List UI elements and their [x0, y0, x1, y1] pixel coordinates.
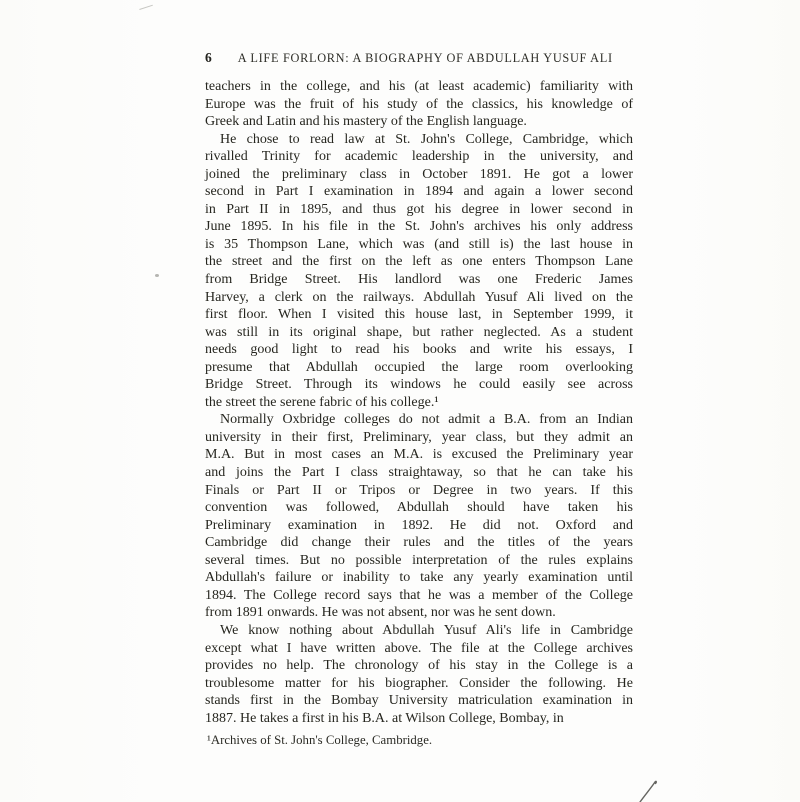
text-line: from Bridge Street. His landlord was one Frederic James	[205, 272, 633, 288]
text-line: was still in its original shape, but rather neglected. As a student	[205, 324, 633, 340]
text-line: university in their first, Preliminary, year class, but they admit an	[205, 429, 633, 445]
text-line: provides no help. The chronology of his stay in the College is a	[205, 658, 633, 674]
text-line: Cambridge did change their rules and the titles of the years	[205, 535, 633, 551]
text-line: troublesome matter for his biographer. Consider the following. He	[205, 675, 633, 691]
text-line: is 35 Thompson Lane, which was (and still is) the last house in	[205, 236, 633, 252]
footnote: ¹Archives of St. John's College, Cambridge.	[207, 733, 433, 747]
scan-artifact-top-smudge	[137, 0, 153, 10]
text-line: Preliminary examination in 1892. He did not. Oxford and	[205, 517, 633, 533]
text-line: joined the preliminary class in October 1891. He got a lower	[205, 166, 633, 182]
running-head: A LIFE FORLORN: A BIOGRAPHY OF ABDULLAH YUSUF ALI	[237, 51, 613, 65]
text-line: except what I have written above. The file at the College archives	[205, 640, 633, 656]
text-line: in Part II in 1895, and thus got his degree in lower second in	[205, 201, 633, 217]
text-line: 1887. He takes a first in his B.A. at Wilson College, Bombay, in	[205, 710, 564, 726]
text-line: Bridge Street. Through its windows he could easily see across	[205, 377, 633, 393]
text-line: several times. But no possible interpretation of the rules explains	[205, 552, 633, 568]
text-line: presume that Abdullah occupied the large room overlooking	[205, 359, 633, 375]
page-body-text	[205, 78, 633, 727]
text-line: 1894. The College record says that he was a member of the College	[205, 587, 633, 603]
page-number: 6	[205, 50, 212, 65]
text-line: Greek and Latin and his mastery of the English language.	[205, 114, 527, 130]
text-line: June 1895. In his file in the St. John's archives his only address	[205, 219, 633, 235]
text-line: second in Part I examination in 1894 and again a lower second	[205, 184, 633, 200]
page-header	[205, 50, 633, 66]
scan-artifact-dot	[155, 274, 159, 277]
text-line: the street and the first on the left as one enters Thompson Lane	[205, 254, 633, 270]
text-line: from 1891 onwards. He was not absent, nor was he sent down.	[205, 605, 556, 621]
text-line: We know nothing about Abdullah Yusuf Ali's life in Cambridge	[220, 622, 633, 638]
text-line: He chose to read law at St. John's College, Cambridge, which	[220, 131, 633, 147]
text-line: stands first in the Bombay University matriculation examination in	[205, 693, 633, 709]
scan-artifact-pen-stroke	[638, 778, 662, 802]
text-line: the street the serene fabric of his college.¹	[205, 394, 439, 410]
text-line: Harvey, a clerk on the railways. Abdullah Yusuf Ali lived on the	[205, 289, 633, 305]
text-line: Europe was the fruit of his study of the classics, his knowledge of	[205, 96, 633, 112]
text-line: and joins the Part I class straightaway, so that he can take his	[205, 465, 633, 481]
text-line: Normally Oxbridge colleges do not admit a B.A. from an Indian	[220, 412, 633, 428]
text-line: teachers in the college, and his (at least academic) familiarity with	[205, 79, 633, 94]
text-line: Finals or Part II or Tripos or Degree in two years. If this	[205, 482, 633, 498]
text-line: needs good light to read his books and write his essays, I	[205, 342, 633, 358]
text-line: convention was followed, Abdullah should have taken his	[205, 500, 633, 516]
text-line: Abdullah's failure or inability to take any yearly examination until	[205, 570, 633, 586]
text-line: rivalled Trinity for academic leadership in the university, and	[205, 149, 633, 165]
text-line: first floor. When I visited this house last, in September 1999, it	[205, 307, 633, 323]
text-line: M.A. But in most cases an M.A. is excused the Preliminary year	[205, 447, 633, 463]
